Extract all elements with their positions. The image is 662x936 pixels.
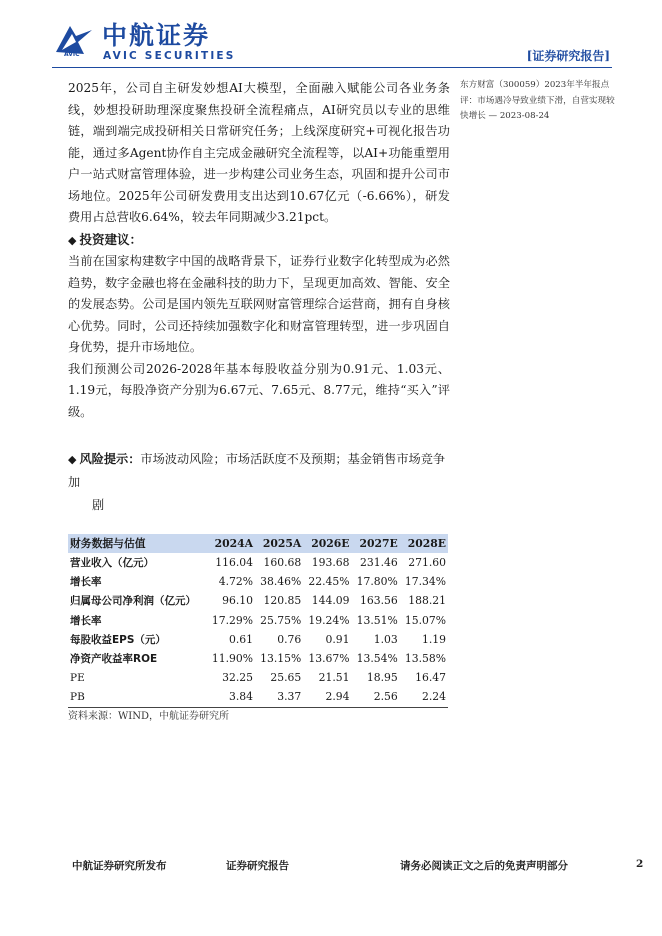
table-cell: 3.84 [207,687,255,707]
table-cell: 32.25 [222,671,254,685]
table-header-cell: 2024A [207,534,255,553]
table-row [68,630,448,649]
table-cell: 25.65 [270,671,302,685]
diamond-bullet-icon: ◆ [68,233,77,247]
rd-paragraph: 2025年，公司自主研发妙想AI大模型，全面融入赋能公司各业务条线，妙想投研助理深度聚焦投研全流程痛点，AI研究员以专业的思维链，端到端完成投研相关日常研究任务；上线深度研究+可视化报告功能，通过多Agent协作自主完成金融研究全流程等，以AI+功能重塑用户一站式财富管理体验，进一步构建公司业务生态，巩固和提升公司市场地位。2025年公司研发费用支出达到10.67亿元（-6.66%），研发费用占总营收6.64%，较去年同期减少3.21pct。 [68,81,450,224]
row-label: 增长率 [70,614,102,627]
row-label: PE [70,671,85,684]
table-cell: 144.09 [311,594,350,608]
table-header-row [68,534,448,553]
table-cell: 160.68 [263,556,302,570]
footer-report-type: 证券研究报告 [226,860,289,872]
table-cell: 4.72% [218,575,254,589]
table-cell: 38.46% [260,575,302,589]
table-cell: 0.91 [325,632,350,646]
table-cell: 0.76 [277,632,302,646]
invest-paragraph: 当前在国家构建数字中国的战略背景下，证券行业数字化转型成为必然趋势，数字金融也将在金融科技的助力下，呈现更加高效、智能、安全的发展态势。公司是国内领先互联网财富管理综合运营商，拥有自身核心优势。同时，公司还持续加强数字化和财富管理转型，进一步巩固自身优势，提升市场地位。 [68,254,450,354]
main-body [68,78,450,423]
table-cell: 96.10 [222,594,254,608]
footer-disclaimer-note: 请务必阅读正文之后的免责声明部分 [400,860,568,872]
table-cell: 22.45% [308,575,350,589]
risk-text-line1: 市场波动风险；市场活跃度不及预期；基金销售市场竞争加 [68,452,446,489]
risk-heading: 风险提示： [79,452,141,466]
footer-publisher: 中航证券研究所发布 [72,860,167,872]
table-cell: 271.60 [408,556,446,570]
table-cell: 17.80% [356,575,398,589]
row-label: 营业收入（亿元） [70,557,154,570]
row-label: 增长率 [70,576,102,589]
table-cell: 2.56 [352,687,400,707]
invest-heading [68,229,450,252]
table-row [68,668,448,687]
table-cell: 193.68 [311,556,350,570]
table-cell: 2.24 [400,687,448,707]
table-header-cell: 2028E [400,534,448,553]
table-source: 资料来源：WIND，中航证券研究所 [68,711,229,722]
table-cell: 21.51 [318,671,350,685]
header-divider [52,67,612,68]
table-row [68,572,448,591]
table-row [68,687,448,707]
forecast-paragraph: 我们预测公司2026-2028年基本每股收益分别为0.91元、1.03元、1.19元，每股净资产分别为6.67元、7.65元、8.77元，维持“买入”评级。 [68,361,450,419]
diamond-bullet-icon: ◆ [68,453,77,466]
table-cell: 1.19 [421,632,446,646]
table-cell: 188.21 [408,594,446,608]
table-header-cell: 财务数据与估值 [68,534,207,553]
table-cell: 11.90% [211,652,254,666]
brand-name-en: AVIC SECURITIES [103,50,236,62]
table-row [68,553,448,572]
invest-heading-text: 投资建议： [79,231,142,247]
table-cell: 13.54% [356,652,398,666]
row-label: 净资产收益率ROE [70,653,158,666]
table-cell: 2.94 [303,687,351,707]
page-number: 2 [636,858,644,870]
table-row [68,649,448,668]
risk-text-line2: 剧 [92,498,105,512]
table-cell: 13.15% [260,652,302,666]
table-cell: 120.85 [263,594,302,608]
table-cell: 13.58% [404,652,446,666]
table-cell: 1.03 [373,632,398,646]
risk-section [68,448,450,517]
table-cell: 25.75% [260,613,302,627]
table-cell: 17.34% [404,575,446,589]
brand-name-cn: 中航证券 [102,21,211,50]
table-cell: 0.61 [229,632,254,646]
avic-logo-icon [52,22,96,58]
table-cell: 13.67% [308,652,350,666]
table-cell: 18.95 [366,671,398,685]
table-cell: 116.04 [215,556,254,570]
row-label: 每股收益EPS（元） [70,633,166,646]
related-report-note: 东方财富（300059）2023年半年报点评：市场遇冷导致业绩下滑，自营实现较快增长 — 2023-08-24 [460,80,615,121]
table-header-cell: 2026E [303,534,351,553]
table-cell: 15.07% [404,613,446,627]
table-cell: 19.24% [308,613,350,627]
row-label: PB [68,687,207,707]
report-type-tag: [证券研究报告] [526,49,610,63]
table-row [68,591,448,610]
table-cell: 13.51% [356,613,398,627]
table-cell: 231.46 [359,556,398,570]
table-cell: 3.37 [255,687,303,707]
table-header-cell: 2027E [352,534,400,553]
financial-table [68,534,448,708]
row-label: 归属母公司净利润（亿元） [70,595,196,608]
avic-logo-text: AVIC [64,51,80,58]
table-header-cell: 2025A [255,534,303,553]
table-cell: 17.29% [211,613,254,627]
table-cell: 163.56 [359,594,398,608]
table-cell: 16.47 [415,671,446,685]
table-row [68,611,448,630]
